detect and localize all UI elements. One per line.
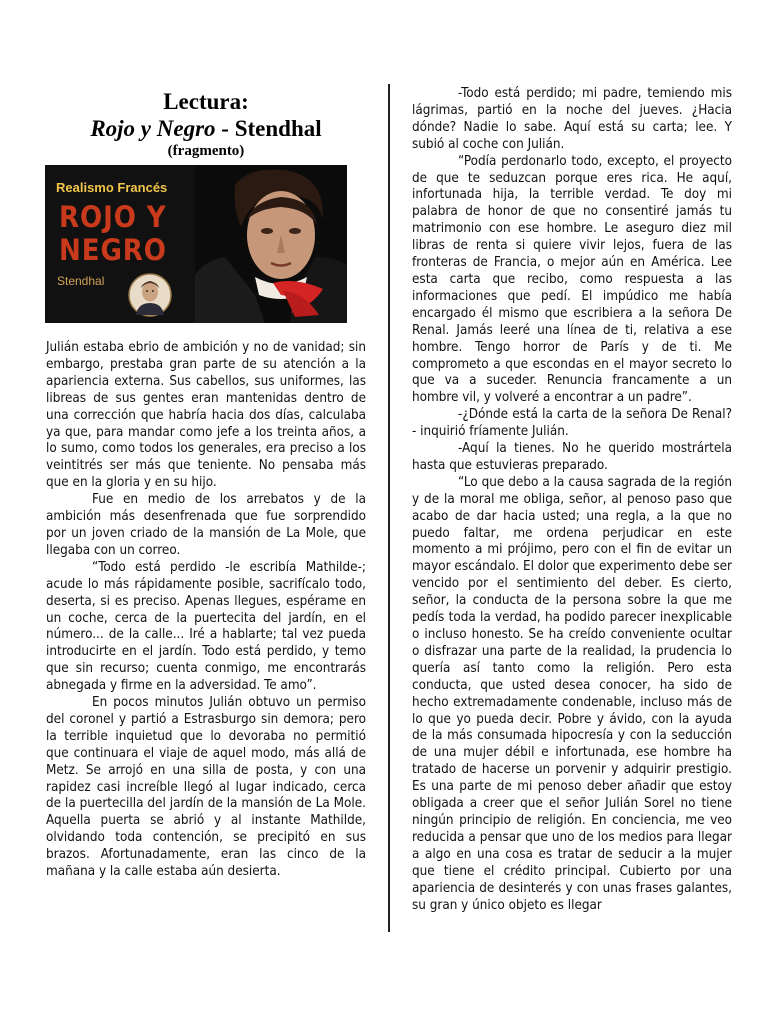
work-title: Rojo y Negro: [90, 116, 216, 141]
paragraph: Fue en medio de los arrebatos y de la ambición más desenfrenada que fue sorprendido por un joven criado de la mansión de La Mole, que llegaba con un correo.: [46, 492, 366, 558]
subtitle-fragmento: (fragmento): [167, 143, 245, 159]
book-cover-image: [45, 165, 347, 323]
right-text-column: [412, 86, 732, 914]
title-separator: -: [215, 116, 235, 141]
heading-work-author: [46, 115, 366, 142]
paragraph: -Todo está perdido; mi padre, temiendo mis lágrimas, partió en la noche del jueves. ¿Hacia dónde? Nadie lo sabe. Aquí está su carta; lee. Y subió al coche con Julián.: [412, 86, 732, 152]
paragraph: En pocos minutos Julián obtuvo un permiso del coronel y partió a Estrasburgo sin demora; pero la terrible inquietud que lo devoraba no permitió que continuara el viaje de aquel modo, más allá de Metz. Se arrojó en una silla de posta, y con una rapidez casi increíble llegó al lugar indicado, cerca de la puertecilla del jardín de la mansión de La Mole. Aquella puerta se abrió y al instante Mathilde, olvidando toda contención, se precipitó en sus brazos. Afortunadamente, eran las cinco de la mañana y la calle estaba aún desierta.: [46, 695, 366, 880]
paragraph: “Podía perdonarlo todo, excepto, el proyecto de que te seduzcan porque eres rica. He aquí, infortunada hija, la terrible verdad. Te doy mi palabra de honor de que no consentiré jamás tu matrimonio con ese hombre. Le aseguro diez mil libras de renta si quiere vivir lejos, fuera de las fronteras de Francia, o mejor aún en América. Lee esta carta que recibo, como respuesta a las informaciones que pedí. El impúdico me había encargado él mismo que escribiera a la señora De Renal. Jamás leeré una línea de ti, relativa a ese hombre. Tengo horror de París y de ti. Me comprometo a que escondas en el mayor secreto lo que va a suceder. Renuncia francamente a un hombre vil, y volveré a encontrar a un padre”.: [412, 153, 732, 406]
cover-title-line1: ROJO Y: [59, 200, 167, 234]
left-text-column: [46, 340, 366, 881]
author-portrait-icon: [128, 273, 172, 317]
paragraph: Julián estaba ebrio de ambición y no de vanidad; sin embargo, prestaba gran parte de su atención a la apariencia externa. Sus cabellos, sus uniformes, las libreas de sus gentes eran mantenidas dentro de una corrección que habría hacia dos días, calculaba ya que, para mandar como jefe a los treinta años, a lo sumo, como todos los generales, era preciso a los veintitrés ser más que teniente. No pensaba más que en la gloria y en su hijo.: [46, 340, 366, 491]
column-divider: [388, 84, 390, 932]
cover-title: [59, 201, 167, 267]
paragraph: -¿Dónde está la carta de la señora De Renal?- inquirió fríamente Julián.: [412, 407, 732, 440]
cover-author: Stendhal: [57, 274, 105, 288]
cover-title-line2: NEGRO: [59, 233, 167, 267]
julien-portrait-image: [195, 165, 347, 323]
paragraph: “Lo que debo a la causa sagrada de la región y de la moral me obliga, señor, al penoso paso que acabo de dar hacia usted; una regla, a la que no puedo faltar, me ordena perjudicar en este momento a mi prójimo, pero con el fin de evitar un mayor escándalo. El dolor que experimento debe ser vencido por el sentimiento del deber. Es cierto, señor, la conducta de la persona sobre la que me pedís toda la verdad, ha podido parecer inexplicable o incluso honesto. Se ha creído conveniente ocultar o disfrazar una parte de la realidad, la prudencia lo quería así tanto como la religión. Pero esta conducta, que usted desea conocer, ha sido de hecho extremadamente condenable, incluso más de lo que yo pueda decir. Pobre y ávido, con la ayuda de la más consumada hipocresía y con la seducción de una mujer débil e infortunada, ese hombre ha tratado de hacerse un porvenir y adquirir prestigio. Es una parte de mi penoso deber añadir que estoy obligada a creer que el señor Julián Sorel no tiene ningún principio de religión. En conciencia, me veo reducida a pensar que uno de los medios para llegar a algo en una cosa es tratar de seducir a la mujer que tiene el crédito principal. Cubierto por una apariencia de desinterés y con unas frases galantes, su gran y único objeto es llegar: [412, 474, 732, 913]
heading-lectura: Lectura:: [163, 89, 249, 114]
author-name: Stendhal: [234, 116, 322, 141]
paragraph: -Aquí la tienes. No he querido mostrártela hasta que estuvieras preparado.: [412, 441, 732, 473]
paragraph: “Todo está perdido -le escribía Mathilde-; acude lo más rápidamente posible, sacrifícalo todo, deserta, si es preciso. Apenas llegues, espérame en un coche, cerca de la puertecita del jardín, en el número... de la calle... Iré a hablarte; tal vez pueda introducirte en el jardín. Todo está perdido, y temo que sin recurso; cuenta conmigo, me encontrarás abnegada y firme en la adversidad. Te amo”.: [46, 559, 366, 694]
cover-tag: Realismo Francés: [56, 180, 168, 195]
title-block: [46, 88, 366, 160]
